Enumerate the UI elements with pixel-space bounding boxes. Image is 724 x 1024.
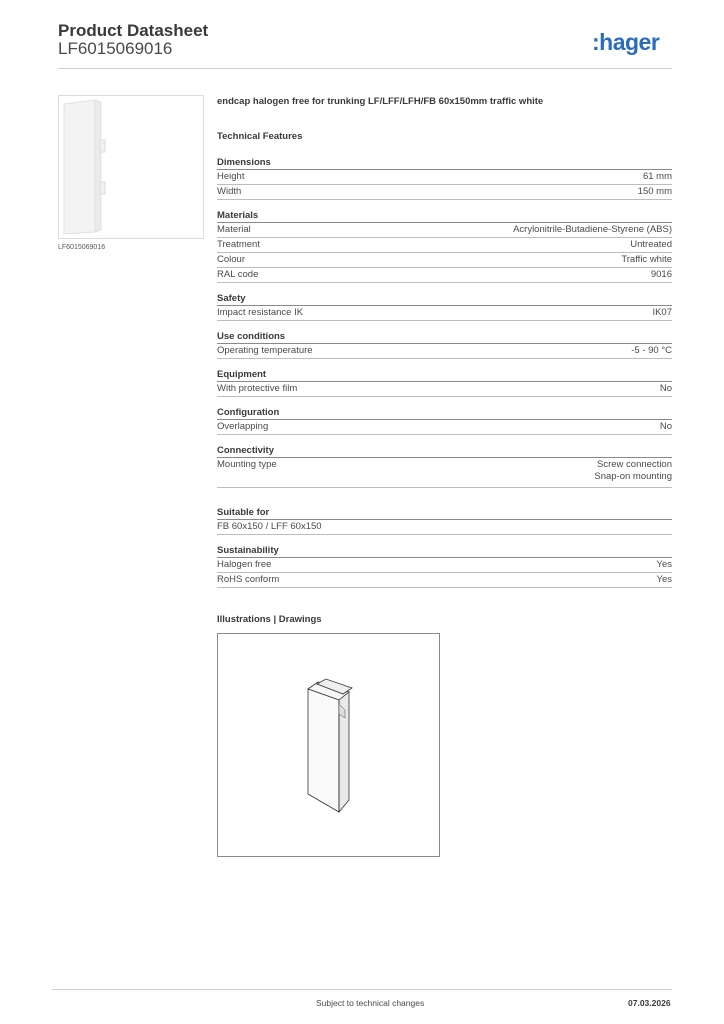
spec-row — [217, 185, 672, 200]
section-gap — [217, 497, 672, 506]
extra-sections — [217, 506, 672, 588]
spec-value-line: IK07 — [652, 307, 672, 318]
section-title: Configuration — [217, 406, 672, 420]
spec-value-line: Screw connection — [597, 459, 672, 470]
spec-value-line: No — [659, 383, 672, 394]
spec-label: RoHS conform — [217, 574, 280, 585]
spec-value-line: Traffic white — [621, 254, 672, 265]
spec-label: Impact resistance IK — [217, 307, 304, 318]
spec-section — [217, 506, 672, 535]
spec-content — [217, 96, 672, 597]
hager-logo — [592, 29, 659, 56]
spec-section — [217, 444, 672, 488]
header-divider — [58, 68, 672, 69]
section-title: Dimensions — [217, 156, 672, 170]
spec-row — [217, 520, 672, 535]
spec-label: Height — [217, 171, 245, 182]
section-title: Suitable for — [217, 506, 672, 520]
spec-label: Colour — [217, 254, 245, 265]
spec-section — [217, 330, 672, 359]
spec-row — [217, 420, 672, 435]
spec-row — [217, 573, 672, 588]
spec-row — [217, 344, 672, 359]
thumbnail-caption: LF6015069016 — [58, 244, 106, 251]
spec-row — [217, 558, 672, 573]
spec-row — [217, 253, 672, 268]
spec-value — [652, 306, 672, 320]
spec-row — [217, 306, 672, 321]
spec-value-line: Yes — [656, 559, 672, 570]
section-title: Safety — [217, 292, 672, 306]
spec-label: Halogen free — [217, 559, 272, 570]
spec-section — [217, 544, 672, 588]
spec-row — [217, 223, 672, 238]
footer-note: Subject to technical changes — [316, 998, 425, 1008]
illustrations-heading: Illustrations | Drawings — [217, 614, 322, 625]
spec-label: Material — [217, 224, 251, 235]
spec-value-line: Yes — [656, 574, 672, 585]
spec-value-line: No — [659, 421, 672, 432]
spec-row — [217, 458, 672, 488]
spec-row — [217, 238, 672, 253]
spec-section — [217, 406, 672, 435]
spec-label: With protective film — [217, 383, 298, 394]
section-title: Materials — [217, 209, 672, 223]
spec-label: Width — [217, 186, 242, 197]
logo-dots-icon: : — [592, 29, 600, 55]
spec-section — [217, 209, 672, 283]
logo-text: hager — [599, 29, 660, 55]
spec-section — [217, 156, 672, 200]
product-thumbnail — [58, 95, 204, 239]
section-title: Equipment — [217, 368, 672, 382]
spec-value — [513, 223, 672, 237]
spec-value — [638, 185, 672, 199]
spec-value — [657, 558, 673, 572]
spec-label: Operating temperature — [217, 345, 313, 356]
section-title: Use conditions — [217, 330, 672, 344]
endcap-drawing-icon — [218, 634, 439, 856]
section-title: Connectivity — [217, 444, 672, 458]
footer-date: 07.03.2026 — [628, 998, 671, 1008]
spec-value — [643, 170, 672, 184]
spec-value-line: 9016 — [650, 269, 672, 280]
spec-sections — [217, 156, 672, 488]
footer-divider — [52, 989, 672, 990]
spec-value — [651, 268, 672, 282]
spec-label: RAL code — [217, 269, 259, 280]
spec-value — [660, 420, 672, 434]
spec-value — [660, 382, 672, 396]
spec-value-line: 150 mm — [637, 186, 672, 197]
product-reference: LF6015069016 — [58, 39, 173, 58]
spec-row — [217, 382, 672, 397]
spec-value — [631, 344, 672, 358]
spec-row — [217, 268, 672, 283]
spec-value-line: Untreated — [630, 239, 672, 250]
spec-row — [217, 170, 672, 185]
spec-value-line: 61 mm — [642, 171, 672, 182]
spec-value — [657, 573, 673, 587]
spec-value — [621, 253, 672, 267]
spec-section — [217, 368, 672, 397]
illustration-frame — [217, 633, 440, 857]
section-title: Sustainability — [217, 544, 672, 558]
spec-section — [217, 292, 672, 321]
spec-value-line: -5 - 90 °C — [631, 345, 672, 356]
spec-label: Overlapping — [217, 421, 269, 432]
endcap-thumbnail-icon — [59, 96, 203, 238]
spec-value — [594, 459, 672, 483]
header-title: Product Datasheet — [58, 21, 209, 40]
spec-label: Treatment — [217, 239, 260, 250]
product-description: endcap halogen free for trunking LF/LFF/LFH/FB 60x150mm traffic white — [217, 96, 544, 107]
spec-value-line: Acrylonitrile-Butadiene-Styrene (ABS) — [513, 224, 672, 235]
technical-features-heading: Technical Features — [217, 131, 303, 142]
spec-value — [630, 238, 672, 252]
spec-label: Mounting type — [217, 459, 277, 470]
spec-value-line: Snap-on mounting — [594, 471, 672, 482]
spec-label: FB 60x150 / LFF 60x150 — [217, 521, 322, 532]
